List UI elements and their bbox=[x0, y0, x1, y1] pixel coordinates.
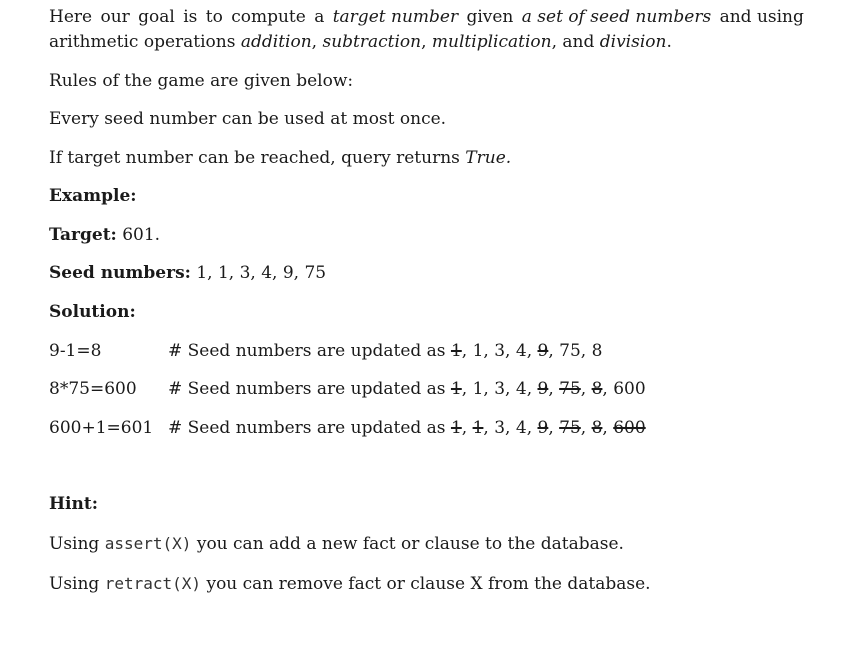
step-comment bbox=[168, 339, 602, 363]
seed-number-used: 9 bbox=[537, 341, 549, 361]
seed-number: 4 bbox=[515, 341, 527, 361]
op-subtraction: subtraction bbox=[322, 32, 422, 52]
seed-number-used: 1 bbox=[472, 418, 484, 438]
seed-number: 4 bbox=[515, 418, 527, 438]
step-comment bbox=[168, 377, 646, 401]
step-comment bbox=[168, 416, 646, 440]
hint-text: you can remove fact or clause X from the database. bbox=[201, 574, 651, 594]
seed-value: 1, 1, 3, 4, 9, 75 bbox=[190, 263, 327, 283]
retract-code: retract(X) bbox=[104, 574, 202, 593]
seed-number: 8 bbox=[591, 341, 603, 361]
rule-2-text: If target number can be reached, query returns bbox=[49, 148, 466, 168]
hint-text: you can add a new fact or clause to the database. bbox=[191, 534, 624, 554]
step-number-list: 1, 1, 3, 4, 9, 75, 8, 600 bbox=[450, 379, 646, 399]
solution-heading bbox=[49, 300, 136, 324]
seed-number-used: 8 bbox=[591, 418, 603, 438]
intro-text: , bbox=[311, 32, 323, 52]
step-equation: 8*75=600 bbox=[49, 379, 137, 399]
intro-word: is bbox=[183, 7, 198, 27]
step-comment-prefix: # Seed numbers are updated as bbox=[168, 418, 451, 438]
intro-word: Here bbox=[49, 7, 93, 27]
example-heading bbox=[49, 184, 137, 208]
example-target bbox=[49, 223, 160, 247]
seed-number: 3 bbox=[494, 418, 506, 438]
step-number-list: 1, 1, 3, 4, 9, 75, 8 bbox=[450, 341, 603, 361]
hint-heading bbox=[49, 492, 98, 516]
rule-2-value: True. bbox=[465, 148, 512, 168]
intro-text: , and bbox=[551, 32, 600, 52]
seed-number-used: 600 bbox=[613, 418, 646, 438]
step-comment-prefix: # Seed numbers are updated as bbox=[168, 341, 451, 361]
op-multiplication: multiplication bbox=[431, 32, 552, 52]
target-value: 601. bbox=[116, 225, 161, 245]
intro-word: goal bbox=[138, 7, 175, 27]
intro-word: and using bbox=[719, 7, 804, 27]
intro-target-number: target number bbox=[332, 7, 459, 27]
seed-number: 75 bbox=[559, 341, 581, 361]
intro-text: . bbox=[666, 32, 672, 52]
hint-line-1 bbox=[49, 532, 624, 556]
intro-line-2 bbox=[49, 30, 672, 54]
hint-text: Using bbox=[49, 574, 105, 594]
op-division: division bbox=[599, 32, 667, 52]
hint-line-2 bbox=[49, 572, 651, 596]
seed-number-used: 8 bbox=[591, 379, 603, 399]
seed-number: 4 bbox=[515, 379, 527, 399]
seed-number-used: 9 bbox=[537, 418, 549, 438]
seed-number-used: 1 bbox=[450, 379, 462, 399]
intro-word: given bbox=[466, 7, 514, 27]
seed-number: 1 bbox=[472, 341, 484, 361]
example-heading-text: Example: bbox=[49, 186, 137, 206]
step-number-list: 1, 1, 3, 4, 9, 75, 8, 600 bbox=[450, 418, 646, 438]
hint-heading-text: Hint: bbox=[49, 494, 99, 514]
intro-word: a bbox=[314, 7, 325, 27]
seed-number-used: 1 bbox=[450, 418, 462, 438]
intro-word: our bbox=[100, 7, 130, 27]
intro-word: to bbox=[205, 7, 223, 27]
solution-label: Solution: bbox=[49, 302, 136, 322]
seed-number: 3 bbox=[494, 379, 506, 399]
intro-word: compute bbox=[231, 7, 306, 27]
seed-label: Seed numbers: bbox=[49, 263, 191, 283]
hint-text: Using bbox=[49, 534, 105, 554]
intro-text: arithmetic operations bbox=[49, 32, 241, 52]
intro-seed-numbers: a set of seed numbers bbox=[521, 7, 712, 27]
step-comment-prefix: # Seed numbers are updated as bbox=[168, 379, 451, 399]
example-seed-numbers bbox=[49, 261, 326, 285]
target-label: Target: bbox=[49, 225, 117, 245]
rules-heading: Rules of the game are given below: bbox=[49, 71, 354, 91]
seed-number: 600 bbox=[613, 379, 646, 399]
seed-number-used: 9 bbox=[537, 379, 549, 399]
seed-number-used: 75 bbox=[559, 418, 581, 438]
step-equation: 9-1=8 bbox=[49, 341, 102, 361]
intro-text: , bbox=[421, 32, 432, 52]
rule-2 bbox=[49, 146, 511, 170]
step-equation: 600+1=601 bbox=[49, 418, 154, 438]
seed-number: 3 bbox=[494, 341, 506, 361]
seed-number-used: 75 bbox=[559, 379, 581, 399]
seed-number: 1 bbox=[472, 379, 484, 399]
intro-line-1 bbox=[49, 5, 804, 29]
rule-1: Every seed number can be used at most once. bbox=[49, 109, 447, 129]
seed-number-used: 1 bbox=[450, 341, 462, 361]
assert-code: assert(X) bbox=[104, 534, 192, 553]
op-addition: addition bbox=[240, 32, 312, 52]
